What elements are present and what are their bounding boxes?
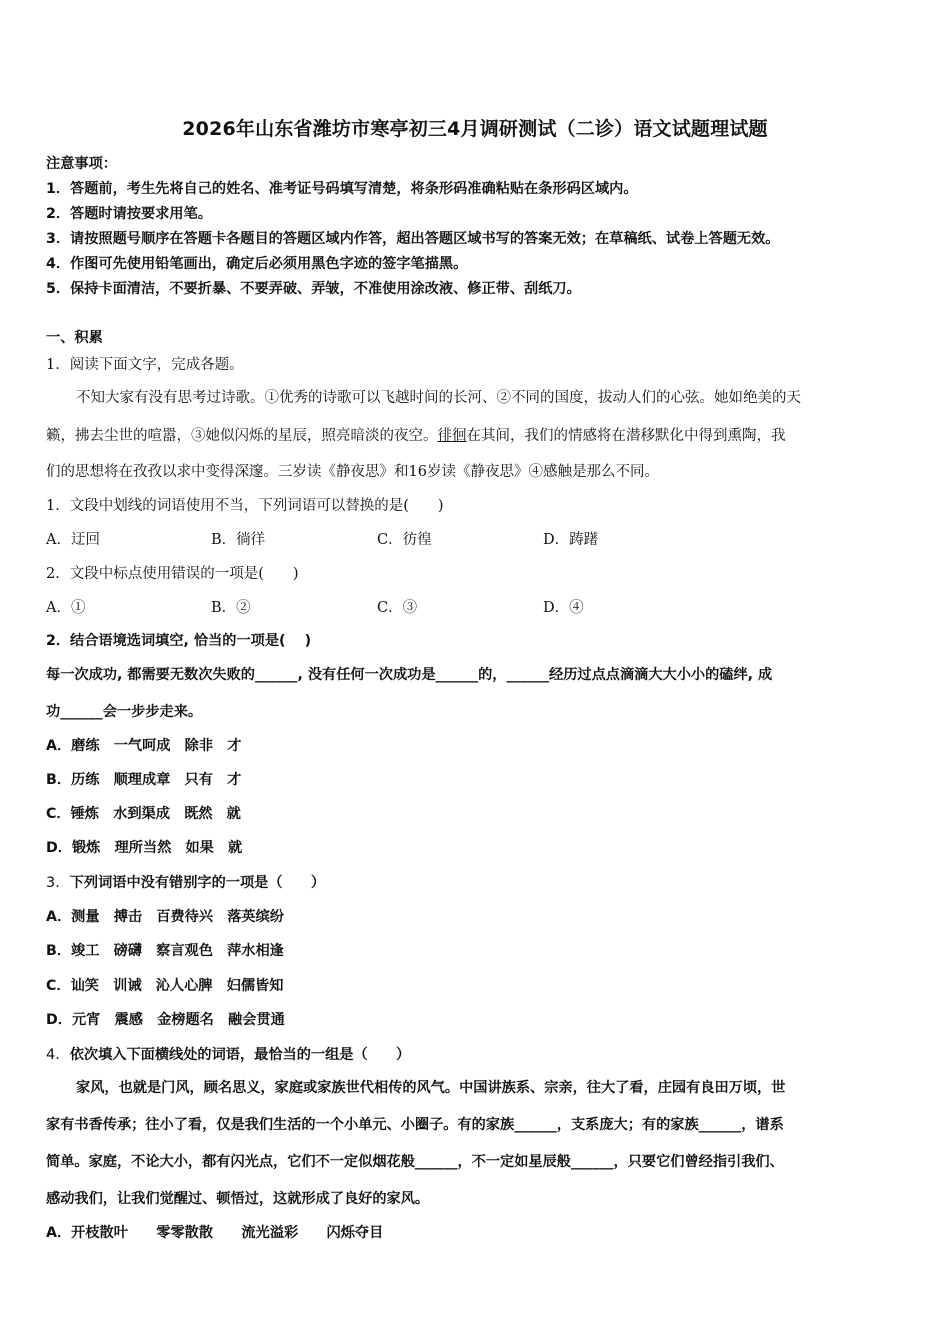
q2-text-line: 每一次成功, 都需要无数次失败的______, 没有任何一次成功是______的，______经历过点点滴滴大大小小的磕绊, 成 <box>46 667 773 683</box>
q4-option-a[interactable]: A．开枝散叶 零零散散 流光溢彩 闪烁夺目 <box>46 1225 384 1241</box>
q1-sub2-options <box>46 596 584 617</box>
notice-item: 1．答题前，考生先将自己的姓名、准考证号码填写清楚，将条形码准确粘贴在条形码区域内。 <box>46 181 638 197</box>
notice-item: 4．作图可先使用铅笔画出，确定后必须用黑色字迹的签字笔描黑。 <box>46 256 468 272</box>
question-number: 3． <box>46 875 70 891</box>
q3-stem-line <box>46 871 325 892</box>
question-number: 4． <box>46 1047 70 1063</box>
q1-passage-line <box>46 424 786 445</box>
q1-sub1-stem: 1．文段中划线的词语使用不当，下列词语可以替换的是( ) <box>46 498 444 514</box>
notice-heading: 注意事项： <box>46 156 117 172</box>
underlined-word: 徘徊 <box>437 428 467 444</box>
q2-option-a[interactable]: A．磨练 一气呵成 除非 才 <box>46 738 242 754</box>
option-b[interactable]: B．② <box>211 600 251 616</box>
q1-stem: 1．阅读下面文字，完成各题。 <box>46 357 244 373</box>
option-c[interactable]: C．彷徨 <box>377 532 432 548</box>
option-d[interactable]: D．④ <box>543 600 584 616</box>
q1-passage-line: 不知大家有没有思考过诗歌。①优秀的诗歌可以飞越时间的长河、②不同的国度，拔动人们的心弦。她如绝美的天 <box>76 390 801 406</box>
q1-passage-line: 们的思想将在孜孜以求中变得深邃。三岁读《静夜思》和16岁读《静夜思》④感触是那么不同。 <box>46 464 659 480</box>
q4-text-line: 简单。家庭，不论大小，都有闪光点，它们不一定似烟花般______，不一定如星辰般______，只要它们曾经指引我们、 <box>46 1154 784 1170</box>
q3-option-d[interactable]: D．元宵 震感 金榜题名 融会贯通 <box>46 1012 285 1028</box>
page-title: 2026年山东省潍坊市寒亭初三4月调研测试（二诊）语文试题理试题 <box>182 118 768 140</box>
passage-text: 籁，拂去尘世的喧嚣，③她似闪烁的星辰，照亮暗淡的夜空。 <box>46 428 438 444</box>
q2-text-line: 功______会一步步走来。 <box>46 704 203 720</box>
q1-sub1-options <box>46 528 598 549</box>
q3-stem: 下列词语中没有错别字的一项是（ ） <box>69 875 326 891</box>
q2-stem: 2．结合语境选词填空, 恰当的一项是( ) <box>46 633 312 649</box>
option-a[interactable]: A．迂回 <box>46 532 100 548</box>
q4-text-line: 家有书香传承；往小了看，仅是我们生活的一个小单元、小圈子。有的家族______，支系庞大；有的家族______，谱系 <box>46 1117 784 1133</box>
q3-option-b[interactable]: B．竣工 磅礴 察言观色 萍水相逢 <box>46 943 284 959</box>
notice-item: 5．保持卡面清洁，不要折暴、不要弄破、弄皱，不准使用涂改液、修正带、刮纸刀。 <box>46 281 581 297</box>
section-heading: 一、积累 <box>46 330 103 346</box>
q3-option-a[interactable]: A．测量 搏击 百费待兴 落英缤纷 <box>46 909 284 925</box>
option-a[interactable]: A．① <box>46 600 86 616</box>
option-b[interactable]: B．徜徉 <box>211 532 266 548</box>
q2-option-d[interactable]: D．锻炼 理所当然 如果 就 <box>46 840 243 856</box>
q4-text-line: 家风，也就是门风，顾名思义，家庭或家族世代相传的风气。中国讲族系、宗亲，往大了看，庄园有良田万顷，世 <box>76 1080 786 1096</box>
q2-option-b[interactable]: B．历练 顺理成章 只有 才 <box>46 772 242 788</box>
q2-option-c[interactable]: C．锤炼 水到渠成 既然 就 <box>46 806 241 822</box>
q4-text-line: 感动我们，让我们觉醒过、顿悟过，这就形成了良好的家风。 <box>46 1191 430 1207</box>
notice-item: 2．答题时请按要求用笔。 <box>46 206 212 222</box>
option-d[interactable]: D．踌躇 <box>543 532 599 548</box>
q3-option-c[interactable]: C．讪笑 训诫 沁人心脾 妇儒皆知 <box>46 978 284 994</box>
q4-stem-line <box>46 1043 410 1064</box>
option-c[interactable]: C．③ <box>377 600 418 616</box>
notice-item: 3．请按照题号顺序在答题卡各题目的答题区域内作答，超出答题区域书写的答案无效；在草稿纸、试卷上答题无效。 <box>46 231 780 247</box>
q4-stem: 依次填入下面横线处的词语，最恰当的一组是（ ） <box>69 1047 411 1063</box>
q1-sub2-stem: 2．文段中标点使用错误的一项是( ) <box>46 566 299 582</box>
passage-text: 在其间，我们的情感将在潜移默化中得到熏陶，我 <box>466 428 786 444</box>
